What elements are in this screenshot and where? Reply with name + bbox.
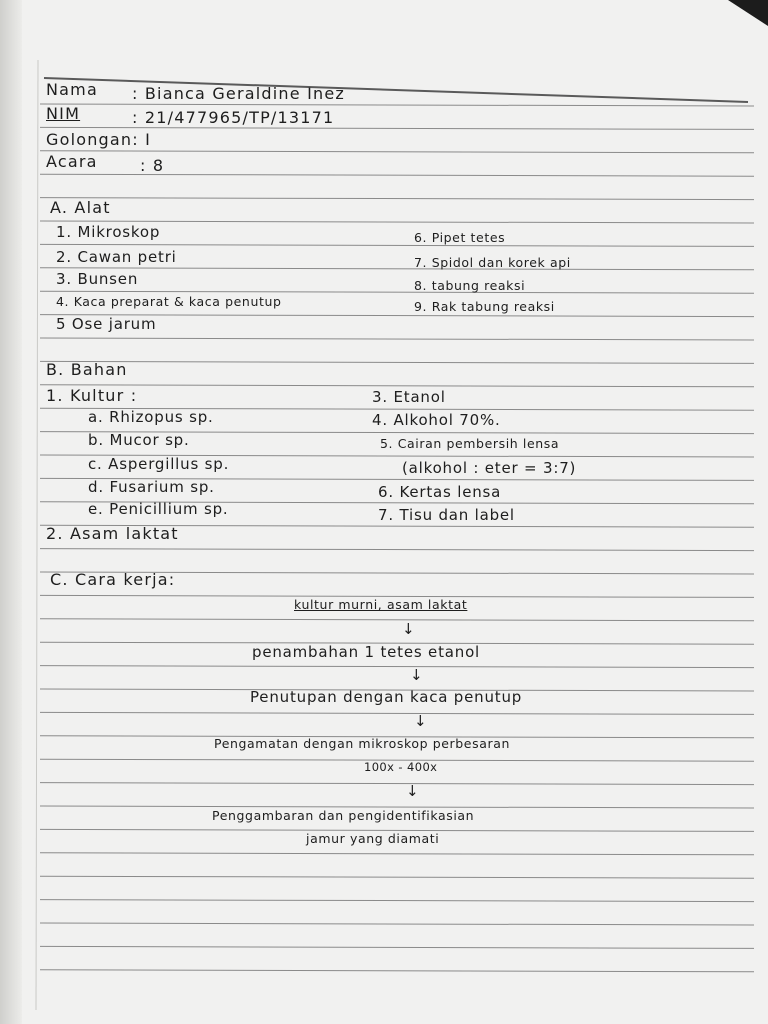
ruled-line: [40, 151, 754, 153]
kultur-item: d. Fusarium sp.: [88, 478, 215, 496]
ruled-line: [40, 876, 754, 878]
bahan-item: 3. Etanol: [372, 388, 446, 406]
step-4-magnification: 100x - 400x: [364, 760, 438, 774]
bahan-item: 6. Kertas lensa: [378, 483, 502, 501]
bahan-title: B. Bahan: [46, 360, 128, 379]
step-3: Penutupan dengan kaca penutup: [250, 688, 523, 706]
ruled-line: [40, 338, 754, 340]
alat-item: 6. Pipet tetes: [414, 230, 506, 245]
ruled-line: [40, 666, 754, 668]
ruled-line: [40, 291, 754, 293]
kultur-title: 1. Kultur :: [46, 386, 138, 405]
ruled-line: [40, 104, 754, 106]
ruled-line: [40, 619, 754, 621]
ruled-line: [40, 853, 754, 855]
bahan-item: 4. Alkohol 70%.: [372, 411, 501, 429]
nim-label: NIM: [46, 104, 81, 123]
ruled-line: [40, 712, 754, 714]
bahan-item: (alkohol : eter = 3:7): [402, 459, 577, 477]
alat-item: 7. Spidol dan korek api: [414, 255, 571, 270]
alat-item: 5 Ose jarum: [56, 315, 157, 333]
step-4: Pengamatan dengan mikroskop perbesaran: [214, 736, 510, 751]
kultur-item: a. Rhizopus sp.: [88, 408, 214, 426]
nama-value: : Bianca Geraldine Inez: [132, 84, 345, 103]
alat-title: A. Alat: [50, 198, 111, 217]
nim-value: : 21/477965/TP/13171: [132, 108, 335, 127]
ruled-line: [40, 900, 754, 902]
ruled-line: [40, 198, 754, 200]
step-5-cont: jamur yang diamati: [306, 831, 440, 846]
arrow-down-icon: ↓: [406, 782, 419, 800]
ruled-line: [40, 946, 754, 948]
asam-laktat: 2. Asam laktat: [46, 524, 179, 543]
ruled-line: [40, 385, 754, 387]
kultur-item: e. Penicillium sp.: [88, 500, 229, 518]
ruled-line: [40, 923, 754, 925]
alat-item: 8. tabung reaksi: [414, 278, 526, 293]
alat-item: 1. Mikroskop: [56, 223, 161, 241]
bahan-item: 7. Tisu dan label: [378, 506, 515, 524]
alat-item: 9. Rak tabung reaksi: [414, 299, 555, 314]
step-5: Penggambaran dan pengidentifikasian: [212, 808, 475, 823]
ruled-line: [40, 361, 754, 363]
arrow-down-icon: ↓: [414, 712, 427, 730]
arrow-down-icon: ↓: [410, 666, 423, 684]
kultur-item: c. Aspergillus sp.: [88, 455, 230, 473]
alat-item: 2. Cawan petri: [56, 248, 177, 266]
ruled-line: [40, 244, 754, 246]
step-2: penambahan 1 tetes etanol: [252, 643, 481, 661]
margin-line: [36, 60, 38, 1010]
step-1: kultur murni, asam laktat: [294, 597, 468, 612]
acara-label: Acara: [46, 152, 98, 171]
ruled-line: [40, 549, 754, 551]
ruled-line: [40, 783, 754, 785]
alat-item: 4. Kaca preparat & kaca penutup: [56, 294, 282, 309]
cara-kerja-title: C. Cara kerja:: [50, 570, 176, 589]
acara-value: : 8: [140, 156, 165, 175]
bahan-item: 5. Cairan pembersih lensa: [380, 436, 560, 451]
golongan: Golongan: I: [46, 130, 152, 149]
arrow-down-icon: ↓: [402, 620, 415, 638]
ruled-line: [40, 268, 754, 270]
ruled-line: [40, 970, 754, 972]
kultur-item: b. Mucor sp.: [88, 431, 190, 449]
alat-item: 3. Bunsen: [56, 270, 139, 288]
nama-label: Nama: [46, 80, 98, 99]
